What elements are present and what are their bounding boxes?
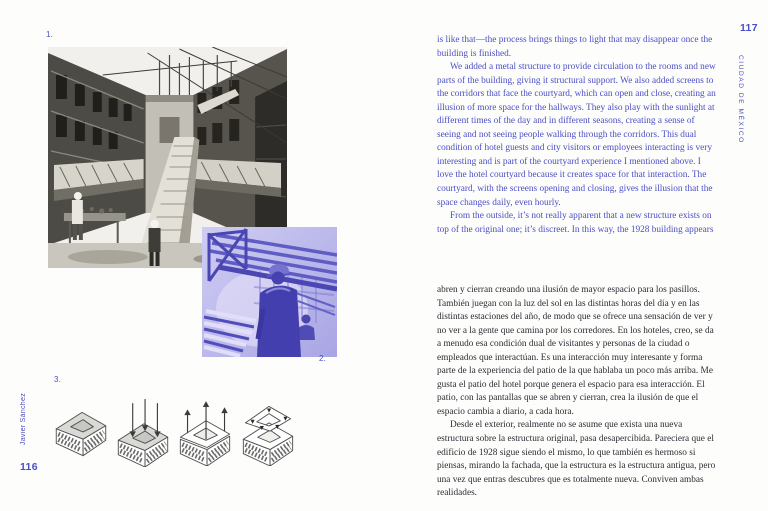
diagram-step-2-arrows-down — [114, 397, 172, 467]
worker-duotone-photo — [202, 227, 337, 357]
spanish-text-column — [437, 284, 716, 501]
diagram-step-3-new-slab-arrows-up — [176, 392, 234, 466]
axonometric-diagram-sequence — [52, 390, 302, 468]
right-page — [384, 0, 768, 511]
diagram-step-1-existing-building — [52, 400, 110, 466]
spanish-paragraph-1: abren y cierran creando una ilusión de mayor espacio para los pasillos. También juegan con la luz del sol en las distintas horas del día y en las distintas estaciones del año, de modo que se ofrece una sensación de ver y no ver a la gente que camina por los corredores. En los hoteles, creo, se da a menudo esa condición dual de visitantes y personas de la ciudad o empleados que interactúan. Es una interacción muy interesante y forma parte de la experiencia del patio de la que hablaba un poco más arriba. Me gusta el patio del hotel porque genera el espacio para esa interacción. El patio, con las pantallas que se abren y cierran, crea la ilusión de que el espacio cambia a diario, a cada hora. — [437, 285, 714, 417]
diagram-step-4-ring-structure — [239, 390, 297, 466]
english-paragraph-3: From the outside, it’s not really apparent that a new structure exists on top of the original one; it’s discreet. In this way, the 1928 building appears — [437, 211, 714, 235]
english-paragraph-1: is like that—the process brings things to light that may disappear once the building is finished. — [437, 35, 713, 59]
english-paragraph-2: We added a metal structure to provide circulation to the rooms and new parts of the building, giving it structural support. We also added screens to the corridors that face the courtyard, which can open and close, creating an illusion of more space for the hallways. They also play with the sunlight at different times of the day and in different seasons, creating a sense of seeing and not seeing people walking through the corridors. This dual condition of hotel guests and city visitors or employees interacting is very interesting and is part of the courtyard experience I mentioned above. I love the hotel courtyard because it creates space for that interaction. The courtyard, with the screens opening and closing, gives the illusion that the space changes daily, even hourly. — [437, 62, 716, 208]
running-head-chapter: CIUDAD DE MÉXICO — [737, 55, 744, 144]
figure-2-label: 2. — [319, 354, 327, 363]
figure-3-label: 3. — [54, 375, 62, 384]
page-number-left: 116 — [20, 461, 38, 473]
spanish-paragraph-2: Desde el exterior, realmente no se asume que exista una nueva estructura sobre la estructura original, pasa desapercibida. Pareciera que el edificio de 1928 sigue siendo el mismo, lo que también es hermoso si piensas, mirando la fachada, que la estructura es la estructura antigua, pero una vez que entras descubres que es totalmente nueva. Conviven ambas realidades. — [437, 420, 716, 499]
figure-1-label: 1. — [46, 30, 54, 39]
english-text-column — [437, 34, 716, 237]
page-number-right: 117 — [740, 22, 758, 34]
worker-duotone-photo-art — [202, 227, 337, 357]
running-head-author: Javier Sánchez — [20, 393, 27, 446]
